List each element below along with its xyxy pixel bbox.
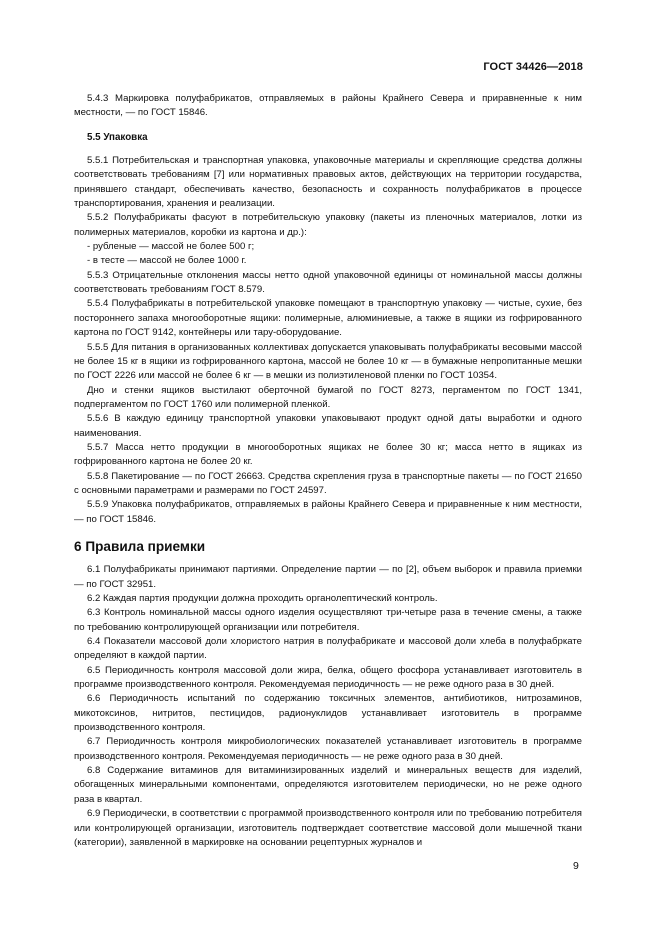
paragraph: 6.9 Периодически, в соответствии с программой производственного контроля или по требованию потребителя или контролирующей организации, изготовитель подтверждает соответствие массовой доли мышечной ткани (категории), заявленной в маркировке на основании рецептурных журналов и [74, 808, 582, 848]
paragraph: 6.3 Контроль номинальной массы одного изделия осуществляют три-четыре раза в течение смены, а также по требованию контролирующей организации или потребителя. [74, 607, 582, 633]
paragraph: 5.5.9 Упаковка полуфабрикатов, отправляемых в районы Крайнего Севера и приравненные к ним местности, — по ГОСТ 15846. [74, 499, 582, 525]
list-item: - рубленые — массой не более 500 г; [87, 241, 255, 253]
paragraph: 6.5 Периодичность контроля массовой доли жира, белка, общего фосфора устанавливает изготовитель в программе производственного контроля. Рекомендуемая периодичность — не реже одного раза в 30 дней. [74, 664, 582, 691]
paragraph: 6.4 Показатели массовой доли хлористого натрия в полуфабрикате и массовой доли хлеба в полуфабркате определяют в каждой партии. [74, 636, 582, 662]
paragraph: 5.5.7 Масса нетто продукции в многооборотных ящиках не более 30 кг; масса нетто в ящиках из гофрированного картона не более 20 кг. [74, 441, 582, 468]
paragraph: 5.5.5 Для питания в организованных коллективах допускается упаковывать полуфабрикаты весовыми массой не более 15 кг в ящики из гофрированного картона, массой не более 10 кг — в бумажные непропитанные мешки по ГОСТ 2226 или массой не более 6 кг — в мешки из полиэтиленовой пленки по ГОСТ 10354. [74, 341, 582, 382]
page-number: 9 [573, 860, 579, 872]
paragraph: 6.8 Содержание витаминов для витаминизированных изделий и минеральных веществ для изделий, обогащенных минеральными компонентами, определяются изготовителем периодически, но не реже одного раза в квартал. [74, 765, 582, 805]
paragraph: 5.5.6 В каждую единицу транспортной упаковки упаковывают продукт одной даты выработки и одного наименования. [74, 413, 582, 439]
paragraph: 5.5.8 Пакетирование — по ГОСТ 26663. Средства скрепления груза в транспортные пакеты — по ГОСТ 21650 с основными параметрами и размерами по ГОСТ 24597. [74, 470, 582, 496]
paragraph: 5.5.3 Отрицательные отклонения массы нетто одной упаковочной единицы от номинальной массы должны соответствовать требованиям ГОСТ 8.579. [74, 269, 582, 296]
paragraph: 6.7 Периодичность контроля микробиологических показателей устанавливает изготовитель в программе производственного контроля. Рекомендуемая периодичность — не реже одного раза в 30 дней. [74, 736, 582, 762]
document-body [74, 92, 582, 850]
document-header: ГОСТ 34426—2018 [483, 61, 583, 73]
paragraph: 5.5.1 Потребительская и транспортная упаковка, упаковочные материалы и скрепляющие средства должны соответствовать требованиям [7] или нормативных правовых актов, действующих на территории государства, принявшего стандарт, обеспечивать качество, безопасность и сохранность полуфабрикатов в процессе транспортирования, хранения и реализации. [74, 155, 582, 210]
paragraph: 5.5.2 Полуфабрикаты фасуют в потребительскую упаковку (пакеты из пленочных материалов, лотки из полимерных материалов, коробки из картона и др.): [74, 212, 582, 238]
paragraph: 6.2 Каждая партия продукции должна проходить органолептический контроль. [87, 593, 438, 604]
paragraph: 6.1 Полуфабрикаты принимают партиями. Определение партии — по [2], объем выборок и правила приемки — по ГОСТ 32951. [74, 564, 582, 590]
section-title: 5.5 Упаковка [87, 131, 148, 143]
paragraph: 5.5.4 Полуфабрикаты в потребительской упаковке помещают в транспортную упаковку — чистые, сухие, без постороннего запаха многооборотные ящики: полимерные, алюминиевые, а также в ящики из гофрированного картона по ГОСТ 9142, контейнеры или тару-оборудование. [74, 298, 582, 339]
list-item: - в тесте — массой не более 1000 г. [87, 255, 247, 267]
paragraph: 6.6 Периодичность испытаний по содержанию токсичных элементов, антибиотиков, нитрозаминов, микотоксинов, нитритов, пестицидов, радионуклидов устанавливает изготовитель в программе производственного контроля. [74, 693, 582, 734]
paragraph: Дно и стенки ящиков выстилают оберточной бумагой по ГОСТ 8273, пергаментом по ГОСТ 1341, подпергаментом по ГОСТ 1760 или полимерной пленкой. [74, 384, 582, 410]
paragraph: 5.4.3 Маркировка полуфабрикатов, отправляемых в районы Крайнего Севера и приравненные к ним местности, — по ГОСТ 15846. [74, 93, 582, 119]
chapter-title: 6 Правила приемки [74, 538, 206, 554]
